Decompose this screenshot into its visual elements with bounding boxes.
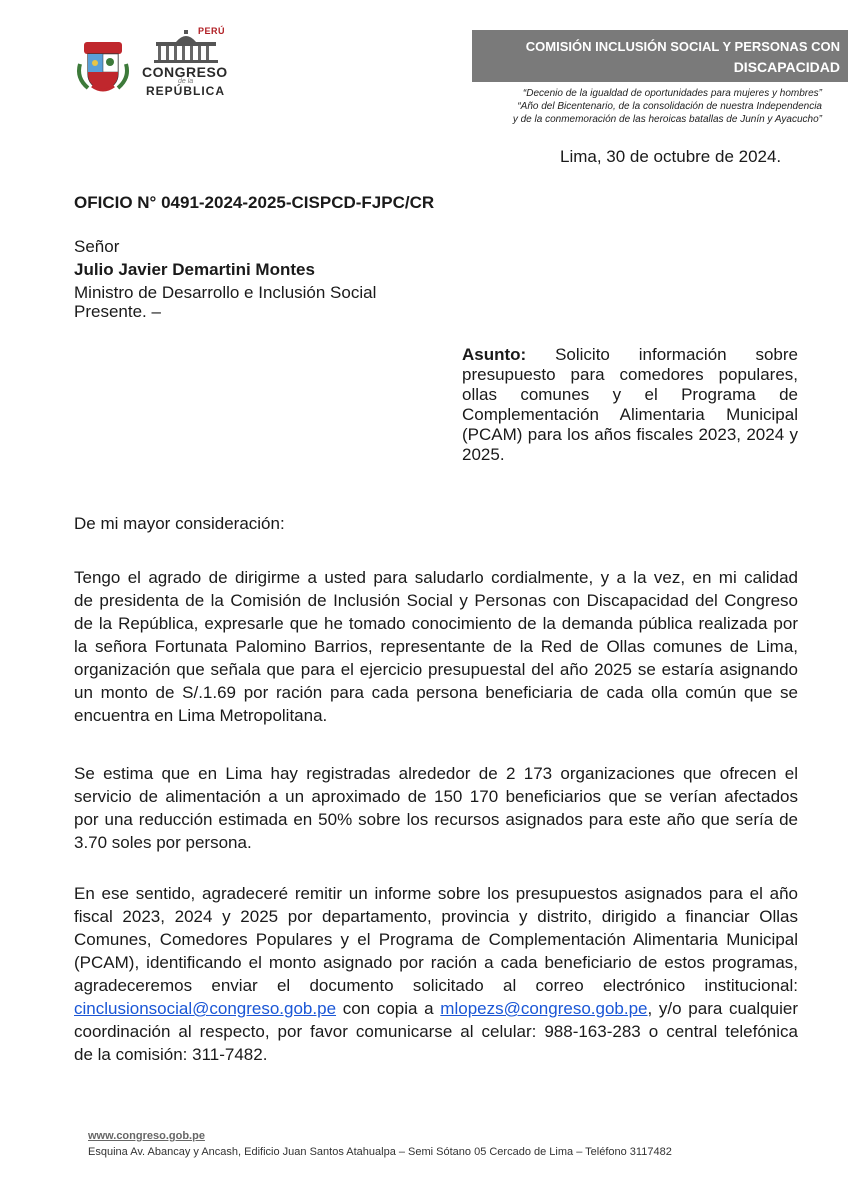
paragraph-line: (PCAM), identificando el monto asignado por ración a cada beneficiario de estos programas, bbox=[74, 953, 798, 972]
paragraph-line: un monto de S/.1.69 por ración para cada persona beneficiaria de cada olla común que se bbox=[74, 683, 798, 702]
paragraph-line: Tengo el agrado de dirigirme a usted para saludarlo cordialmente, y a la vez, en mi calidad bbox=[74, 568, 798, 587]
banner-line-1: COMISIÓN INCLUSIÓN SOCIAL Y PERSONAS CON bbox=[525, 39, 840, 54]
commission-banner bbox=[472, 30, 848, 82]
paragraph-line: 3.70 soles por persona. bbox=[74, 833, 252, 852]
subject-block bbox=[462, 345, 798, 465]
banner-line-2: DISCAPACIDAD bbox=[733, 59, 840, 75]
logo-congreso-text: CONGRESO bbox=[142, 64, 228, 80]
paragraph-line: de la República, expresarle que he tomado conocimiento de la demanda pública realizada por bbox=[74, 614, 798, 633]
motto-line-1: “Decenio de la igualdad de oportunidades para mujeres y hombres” bbox=[522, 88, 822, 99]
footer-website-link[interactable]: www.congreso.gob.pe bbox=[88, 1130, 205, 1142]
logo-peru-text: PERÚ bbox=[198, 26, 226, 36]
paragraph-line: de presidenta de la Comisión de Inclusión Social y Personas con Discapacidad del Congreso bbox=[74, 591, 798, 610]
addressee-position: Ministro de Desarrollo e Inclusión Social bbox=[74, 283, 377, 302]
logo-de-la-text: de la bbox=[178, 78, 194, 85]
congress-building-icon bbox=[146, 30, 226, 64]
paragraph-line: por una reducción estimada en 50% sobre los recursos asignados para este año que sería de bbox=[74, 810, 798, 829]
paragraph-1 bbox=[74, 566, 798, 727]
oficio-number: OFICIO N° 0491-2024-2025-CISPCD-FJPC/CR bbox=[74, 193, 435, 212]
email-link-mlopezs[interactable]: mlopezs@congreso.gob.pe bbox=[440, 999, 648, 1018]
addressee-title: Señor bbox=[74, 237, 120, 256]
motto-line-2: “Año del Bicentenario, de la consolidación de nuestra Independencia bbox=[517, 101, 822, 112]
paragraph-line: la señora Fortunata Palomino Barrios, representante de la Red de Ollas comunes de Lima, bbox=[74, 637, 798, 656]
footer-address: Esquina Av. Abancay y Ancash, Edificio Juan Santos Atahualpa – Semi Sótano 05 Cercado de Lima – Teléfono 3117482 bbox=[88, 1146, 672, 1158]
paragraph-line: Comunes, Comedores Populares y el Programa de Complementación Alimentaria Municipal bbox=[74, 930, 798, 949]
salutation: De mi mayor consideración: bbox=[74, 514, 285, 533]
paragraph-2 bbox=[74, 762, 798, 854]
paragraph-line: Se estima que en Lima hay registradas alrededor de 2 173 organizaciones que ofrecen el bbox=[74, 764, 798, 783]
paragraph-3 bbox=[74, 882, 798, 1066]
congreso-logo bbox=[138, 26, 238, 98]
logo-republica-text: REPÚBLICA bbox=[146, 84, 226, 98]
email-link-cinclusionsocial[interactable]: cinclusionsocial@congreso.gob.pe bbox=[74, 999, 337, 1018]
subject-label: Asunto: bbox=[462, 345, 527, 364]
paragraph-line: agradeceremos enviar el documento solicitado al correo electrónico institucional: bbox=[74, 976, 798, 995]
paragraph-line: coordinación al respecto, por favor comunicarse al celular: 988-163-283 o central telefónica bbox=[74, 1022, 798, 1041]
paragraph-line: organización que señala que para el ejercicio presupuestal del año 2025 se estaría asignando bbox=[74, 660, 798, 679]
paragraph-line: servicio de alimentación a un aproximado de 150 170 beneficiarios que se verían afectados bbox=[74, 787, 798, 806]
subject-text: Solicito información sobre presupuesto para comedores populares, ollas comunes y el Programa de Complementación Alimentaria Municipal (PCAM) para los años fiscales 2023, 2024 y 2025. bbox=[462, 345, 798, 464]
paragraph-line: fiscal 2023, 2024 y 2025 por departamento, provincia y distrito, dirigido a financiar Ollas bbox=[74, 907, 798, 926]
paragraph-line: de la comisión: 311-7482. bbox=[74, 1045, 268, 1064]
motto-line-3: y de la conmemoración de las heroicas batallas de Junín y Ayacucho” bbox=[512, 114, 822, 125]
paragraph-line: En ese sentido, agradeceré remitir un informe sobre los presupuestos asignados para el año bbox=[74, 884, 798, 903]
email-after-text: , y/o para cualquier bbox=[647, 999, 798, 1018]
coat-of-arms-icon bbox=[72, 34, 134, 96]
paragraph-line: encuentra en Lima Metropolitana. bbox=[74, 706, 328, 725]
email-connector-text: con copia a bbox=[336, 999, 441, 1018]
letter-date: Lima, 30 de octubre de 2024. bbox=[560, 147, 782, 166]
paragraph-line-with-emails bbox=[74, 997, 798, 1020]
addressee-presente: Presente. – bbox=[74, 302, 161, 321]
addressee-name: Julio Javier Demartini Montes bbox=[74, 260, 315, 279]
